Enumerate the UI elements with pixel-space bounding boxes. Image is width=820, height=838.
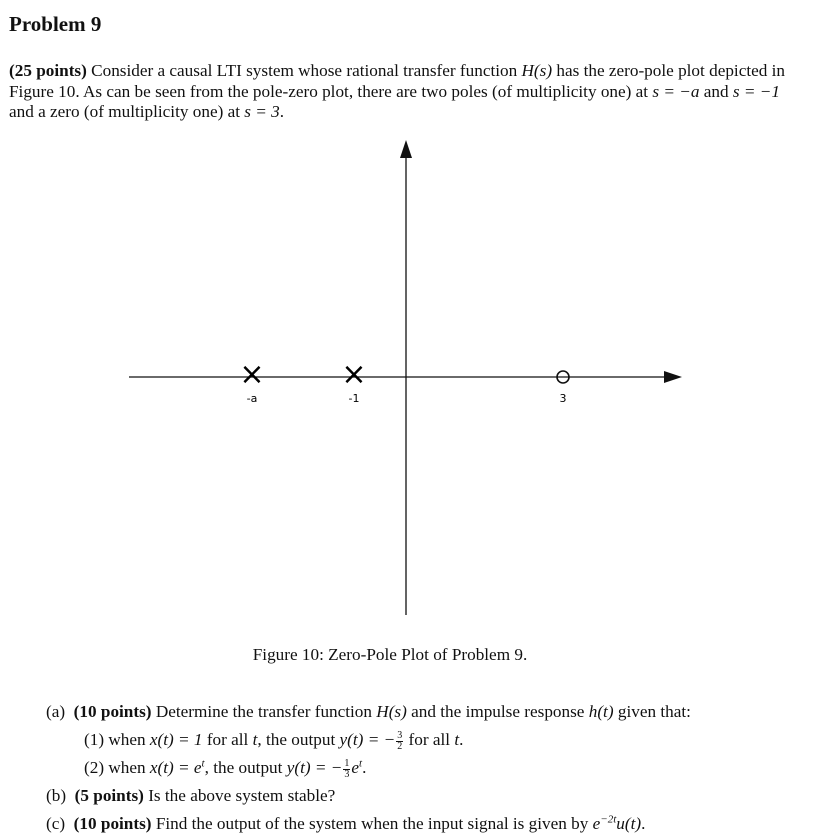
intro-text-1: Consider a causal LTI system whose rational transfer function: [86, 61, 522, 80]
fraction-numerator: 3: [397, 729, 403, 741]
part-a-ht: h(t): [588, 702, 614, 721]
part-a2-when: when: [104, 758, 150, 777]
part-a1-end-pre: for all: [404, 730, 455, 749]
part-a1-out: , the output: [257, 730, 340, 749]
pole-marker-a: ×: [239, 357, 265, 392]
pole-1-equation: s = −1: [732, 81, 780, 101]
part-a1: [46, 726, 691, 754]
part-a2-tag: (2): [84, 758, 105, 777]
part-a-points: (10 points): [73, 702, 152, 721]
zero-equation: s = 3: [244, 102, 280, 121]
part-a-tag: (a): [46, 702, 66, 721]
pole-label-1: -1: [348, 392, 360, 405]
part-a-hs: H(s): [376, 702, 407, 721]
part-a2-input-exp: t: [201, 757, 205, 770]
part-a-text-1: Determine the transfer function: [151, 702, 377, 721]
pole-zero-plot: [0, 130, 820, 630]
part-c: [46, 810, 691, 838]
pole-a-equation: s = −a: [652, 81, 700, 101]
fraction-denominator: 3: [344, 768, 350, 780]
problem-title: Problem 9: [9, 12, 102, 36]
fraction-numerator: 1: [344, 757, 350, 769]
part-a1-tag: (1): [84, 730, 105, 749]
part-a2: [46, 754, 691, 782]
fraction-three-halves: [396, 731, 403, 752]
part-a2-exp-base: e: [351, 758, 360, 777]
transfer-function-symbol: H(s): [521, 61, 553, 80]
part-c-exp-base: e: [592, 814, 601, 833]
real-axis-arrowhead: [664, 371, 682, 383]
points-label: (25 points): [9, 61, 87, 80]
part-c-step: u(t): [616, 814, 642, 833]
part-a-text-2: and the impulse response: [406, 702, 589, 721]
part-b-text: Is the above system stable?: [143, 786, 336, 805]
part-b-tag: (b): [46, 786, 67, 805]
intro-text-3: and a zero (of multiplicity one) at: [9, 102, 245, 121]
figure-caption: Figure 10: Zero-Pole Plot of Problem 9.: [252, 645, 528, 664]
part-c-end: .: [641, 814, 646, 833]
part-b-points: (5 points): [74, 786, 144, 805]
problem-statement: [9, 61, 809, 123]
part-c-tag: (c): [46, 814, 66, 833]
zero-label-3: 3: [559, 392, 567, 405]
part-a2-end: .: [362, 758, 367, 777]
part-c-points: (10 points): [73, 814, 152, 833]
part-a1-end-t: t: [454, 730, 460, 749]
imaginary-axis-arrowhead: [400, 140, 412, 158]
part-a: [46, 698, 691, 726]
period: .: [279, 102, 285, 121]
fraction-denominator: 2: [397, 740, 403, 752]
part-a1-output: y(t) = −: [339, 730, 396, 749]
part-a1-input: x(t) = 1: [149, 730, 203, 749]
problem-parts: [46, 698, 691, 838]
part-a-text-3: given that:: [613, 702, 691, 721]
part-a2-output: y(t) = −: [286, 758, 343, 777]
pole-marker-1: ×: [341, 357, 367, 392]
part-c-exp: −2t: [600, 813, 617, 826]
part-a2-input: x(t) = e: [149, 758, 202, 777]
part-a1-when: when: [104, 730, 150, 749]
fraction-one-third: [343, 759, 350, 780]
part-a2-exp: t: [359, 757, 363, 770]
part-a1-end: .: [459, 730, 464, 749]
part-c-text: Find the output of the system when the input signal is given by: [151, 814, 593, 833]
intro-text-2: has the zero-pole plot depicted in Figure 10. As can be seen from the pole-zero plot, there are two poles (of multiplicity one) at: [9, 61, 785, 101]
part-a1-t: t: [252, 730, 258, 749]
and-word: and: [699, 81, 733, 101]
part-a1-mid: for all: [202, 730, 253, 749]
pole-label-a: -a: [246, 392, 258, 405]
part-b: [46, 782, 691, 810]
part-a2-out: , the output: [204, 758, 287, 777]
